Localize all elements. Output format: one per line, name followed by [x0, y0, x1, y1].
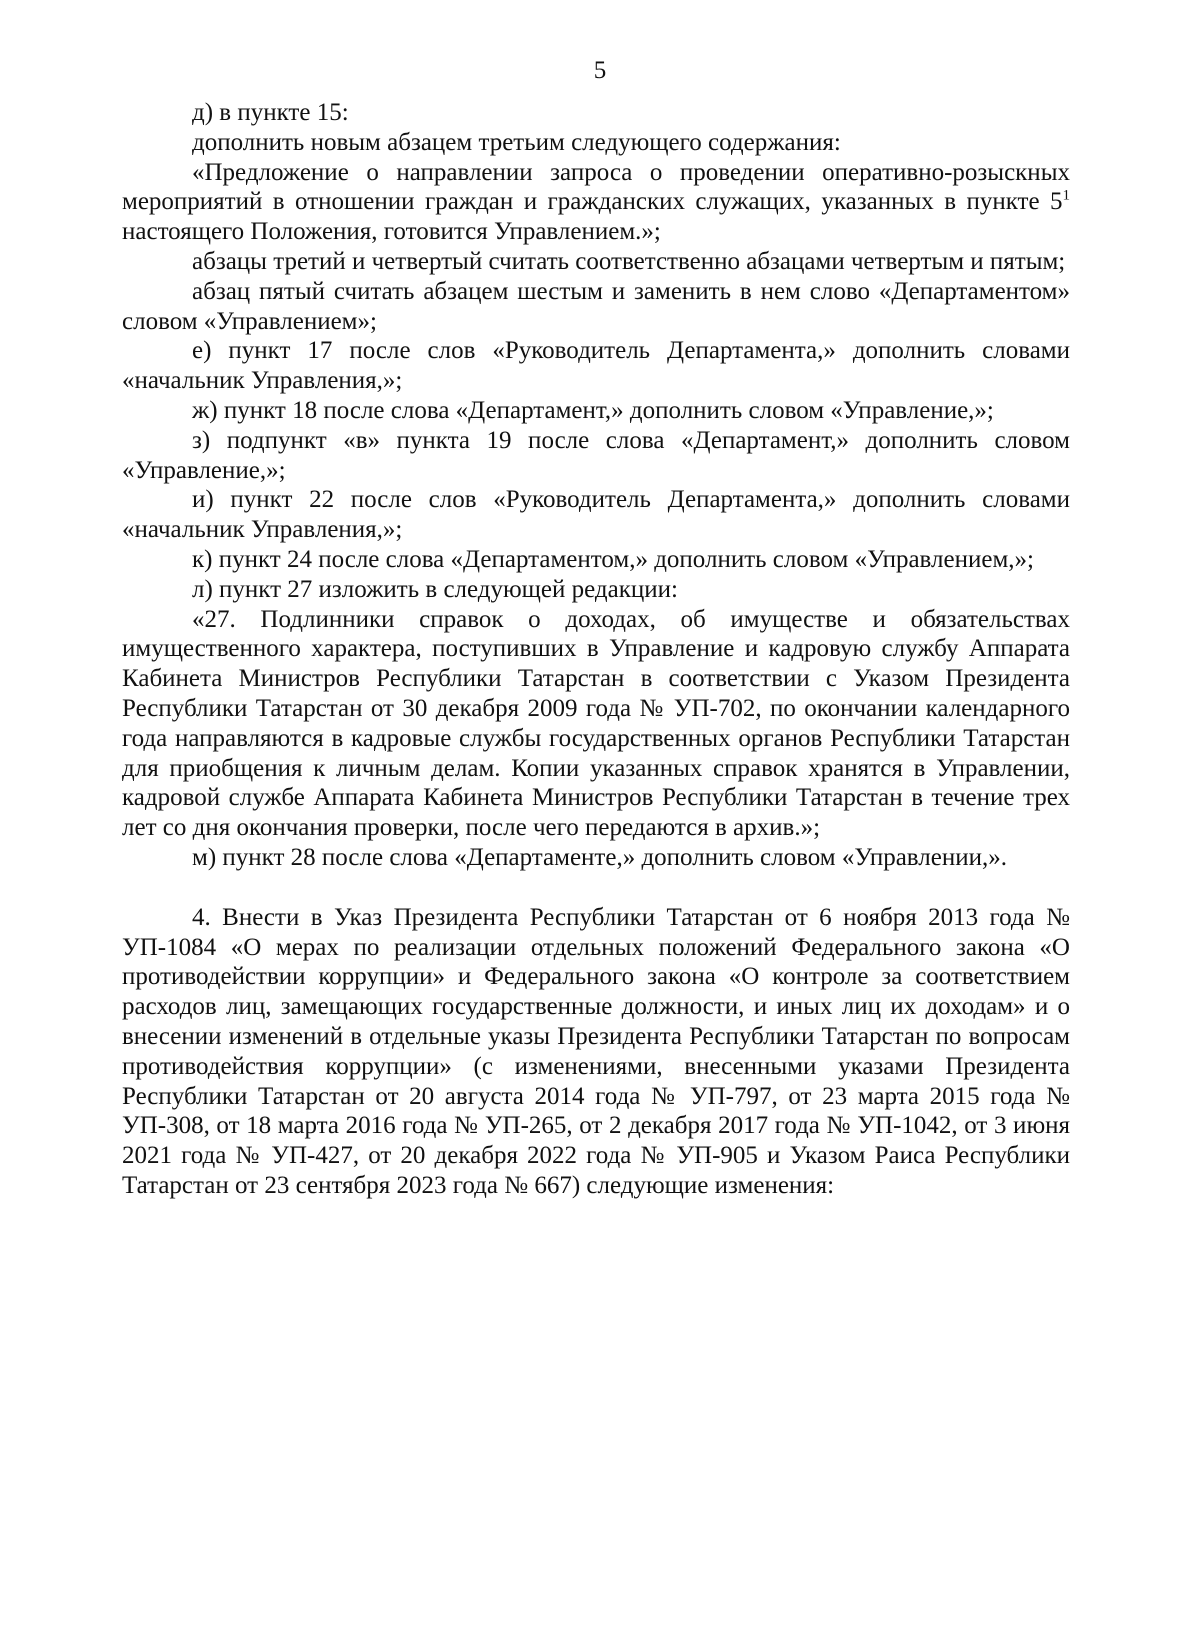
paragraph-z: з) подпункт «в» пункта 19 после слова «Департамент,» дополнить словом «Управление,»;: [122, 426, 1070, 484]
paragraph-zh: ж) пункт 18 после слова «Департамент,» дополнить словом «Управление,»;: [192, 396, 994, 424]
page-number: 5: [593, 57, 607, 84]
document-body: [122, 98, 1070, 1201]
paragraph-quote-proposal: [122, 158, 1070, 247]
paragraph-quote-27: «27. Подлинники справок о доходах, об имуществе и обязательствах имущественного характера, поступивших в Управление и кадровую службу Аппарата Кабинета Министров Республики Татарстан в соответствии с Указом Президента Республики Татарстан от 30 декабря 2009 года № УП-702, по окончании календарного года направляются в кадровые службы государственных органов Республики Татарстан для приобщения к личным делам. Копии указанных справок хранятся в Управлении, кадровой службе Аппарата Кабинета Министров Республики Татарстан в течение трех лет со дня окончания проверки, после чего передаются в архив.»;: [122, 605, 1070, 842]
superscript-one: 1: [1062, 188, 1070, 205]
paragraph-add-third: дополнить новым абзацем третьим следующего содержания:: [192, 128, 841, 156]
paragraph-l: л) пункт 27 изложить в следующей редакции:: [192, 575, 678, 603]
paragraph-e: е) пункт 17 после слов «Руководитель Департамента,» дополнить словами «начальник Управления,»;: [122, 337, 1070, 395]
section-spacer: [122, 873, 1070, 903]
paragraph-i: и) пункт 22 после слов «Руководитель Департамента,» дополнить словами «начальник Управления,»;: [122, 486, 1070, 544]
paragraph-renumber-third-fourth: абзацы третий и четвертый считать соответственно абзацами четвертым и пятым;: [192, 247, 1066, 275]
quote-proposal-text: «Предложение о направлении запроса о проведении оперативно-розыскных мероприятий в отношении граждан и гражданских служащих, указанных в пункте 5: [122, 158, 1070, 216]
paragraph-renumber-fifth: абзац пятый считать абзацем шестым и заменить в нем слово «Департаментом» словом «Управлением»;: [122, 277, 1070, 335]
quote-proposal-tail: настоящего Положения, готовится Управлением.»;: [122, 218, 661, 246]
paragraph-k: к) пункт 24 после слова «Департаментом,» дополнить словом «Управлением,»;: [192, 545, 1034, 573]
paragraph-item-4: 4. Внести в Указ Президента Республики Татарстан от 6 ноября 2013 года № УП-1084 «О мерах по реализации отдельных положений Федерального закона «О противодействии коррупции» и Федерального закона «О контроле за соответствием расходов лиц, замещающих государственные должности, и иных лиц их доходам» и о внесении изменений в отдельные указы Президента Республики Татарстан по вопросам противодействия коррупции» (с изменениями, внесенными указами Президента Республики Татарстан от 20 августа 2014 года № УП-797, от 23 марта 2015 года № УП-308, от 18 марта 2016 года № УП-265, от 2 декабря 2017 года № УП-1042, от 3 июня 2021 года № УП-427, от 20 декабря 2022 года № УП-905 и Указом Раиса Республики Татарстан от 23 сентября 2023 года № 667) следующие изменения:: [122, 903, 1070, 1199]
paragraph-d: д) в пункте 15:: [192, 99, 349, 126]
paragraph-m: м) пункт 28 после слова «Департаменте,» дополнить словом «Управлении,».: [192, 843, 1007, 871]
